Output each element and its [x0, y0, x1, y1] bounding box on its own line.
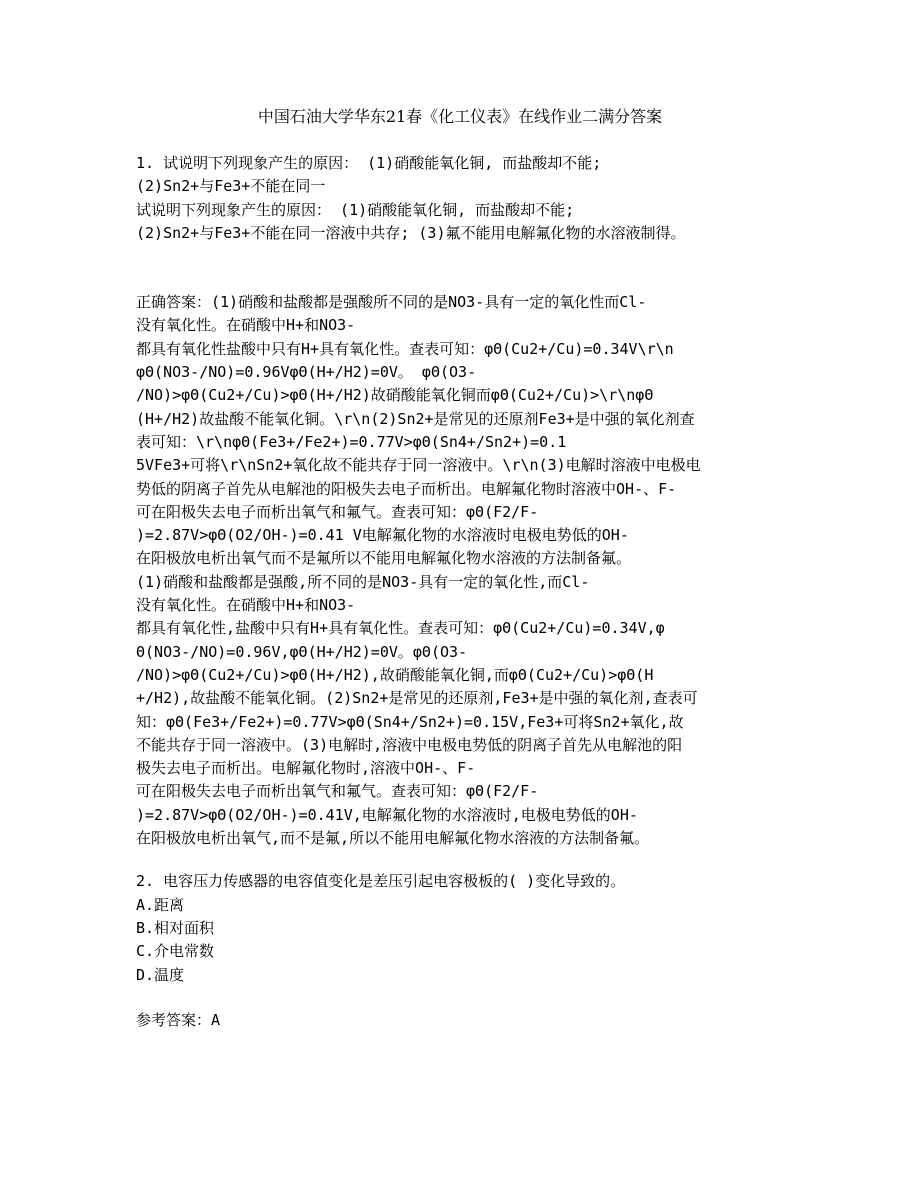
question-1-line: (2)Sn2+与Fe3+不能在同一: [136, 177, 326, 196]
answer-1-line: 可在阳极失去电子而析出氧气和氟气。查表可知：φΘ(F2/F-: [136, 782, 539, 801]
spacer: [136, 850, 788, 870]
answer-1-line: +/H2),故盐酸不能氧化铜。(2)Sn2+是常见的还原剂,Fe3+是中强的氧化剂,查表可: [136, 689, 698, 708]
answer-1-line: 5VFe3+可将\r\nSn2+氧化故不能共存于同一溶液中。\r\n(3)电解时溶液中电极电: [136, 456, 701, 475]
answer-1-line: 在阳极放电析出氧气而不是氟所以不能用电解氟化物水溶液的方法制备氟。: [136, 549, 632, 568]
answer-1-line: 表可知：\r\nφΘ(Fe3+/Fe2+)=0.77V>φΘ(Sn4+/Sn2+)=0.1: [136, 432, 567, 451]
answer-1-line: 正确答案：(1)硝酸和盐酸都是强酸所不同的是NO3-具有一定的氧化性而Cl-: [136, 293, 647, 312]
answer-1-line: 都具有氧化性,盐酸中只有H+具有氧化性。查表可知：φΘ(Cu2+/Cu)=0.34V,φ: [136, 619, 665, 638]
question-1-line: 试说明下列现象产生的原因： (1)硝酸能氧化铜, 而盐酸却不能;: [136, 200, 575, 219]
question-2-stem: 2. 电容压力传感器的电容值变化是差压引起电容极板的( )变化导致的。: [136, 872, 626, 891]
answer-1-line: /NO)>φΘ(Cu2+/Cu)>φΘ(H+/H2)故硝酸能氧化铜而φΘ(Cu2+/Cu)>\r\nφΘ: [136, 386, 654, 405]
answer-1-line: 不能共存于同一溶液中。(3)电解时,溶液中电极电势低的阴离子首先从电解池的阳: [136, 735, 683, 754]
answer-1-line: (H+/H2)故盐酸不能氧化铜。\r\n(2)Sn2+是常见的还原剂Fe3+是中强的氧化剂查: [136, 409, 695, 428]
answer-1-line: 没有氧化性。在硝酸中H+和NO3-: [136, 596, 356, 615]
question-2: [136, 870, 788, 986]
answer-1-line: (1)硝酸和盐酸都是强酸,所不同的是NO3-具有一定的氧化性,而Cl-: [136, 572, 590, 591]
option-a: A.距离: [136, 895, 185, 914]
answer-1-line: 极失去电子而析出。电解氟化物时,溶液中OH-、F-: [136, 759, 476, 778]
option-b: B.相对面积: [136, 918, 215, 937]
answer-1-line: 知：φΘ(Fe3+/Fe2+)=0.77V>φΘ(Sn4+/Sn2+)=0.15V,Fe3+可将Sn2+氧化,故: [136, 712, 684, 731]
spacer: [136, 245, 788, 291]
answer-1-line: 势低的阴离子首先从电解池的阳极失去电子而析出。电解氟化物时溶液中OH-、F-: [136, 479, 677, 498]
answer-1-line: Θ(NO3-/NO)=0.96V,φΘ(H+/H2)=0V。φΘ(O3-: [136, 642, 468, 661]
answer-2: 参考答案：A: [136, 1010, 221, 1029]
option-d: D.温度: [136, 965, 185, 984]
answer-1-line: φΘ(NO3-/NO)=0.96VφΘ(H+/H2)=0V。 φΘ(O3-: [136, 363, 477, 382]
question-1-line: 1. 试说明下列现象产生的原因： (1)硝酸能氧化铜, 而盐酸却不能;: [136, 154, 602, 172]
option-c: C.介电常数: [136, 942, 215, 961]
answer-1-line: 在阳极放电析出氧气,而不是氟,所以不能用电解氟化物水溶液的方法制备氟。: [136, 829, 650, 848]
question-1: [136, 152, 788, 245]
answer-1-line: )=2.87V>φΘ(O2/OH-)=0.41V,电解氟化物的水溶液时,电极电势低的OH-: [136, 805, 638, 824]
answer-1-line: /NO)>φΘ(Cu2+/Cu)>φΘ(H+/H2),故硝酸能氧化铜,而φΘ(Cu2+/Cu)>φΘ(H: [136, 665, 654, 684]
document-title: 中国石油大学华东21春《化工仪表》在线作业二满分答案: [257, 107, 663, 126]
document-body: [136, 152, 788, 1032]
question-1-line: (2)Sn2+与Fe3+不能在同一溶液中共存; (3)氟不能用电解氟化物的水溶液制得。: [136, 223, 686, 242]
answer-1-line: )=2.87V>φΘ(O2/OH-)=0.41 V电解氟化物的水溶液时电极电势低的OH-: [136, 526, 629, 545]
answer-1-line: 都具有氧化性盐酸中只有H+具有氧化性。查表可知：φΘ(Cu2+/Cu)=0.34V\r\n: [136, 339, 674, 358]
answer-1-line: 可在阳极失去电子而析出氧气和氟气。查表可知：φΘ(F2/F-: [136, 502, 539, 521]
answer-1-line: 没有氧化性。在硝酸中H+和NO3-: [136, 316, 356, 335]
spacer: [136, 987, 788, 1009]
answer-1: [136, 291, 788, 850]
